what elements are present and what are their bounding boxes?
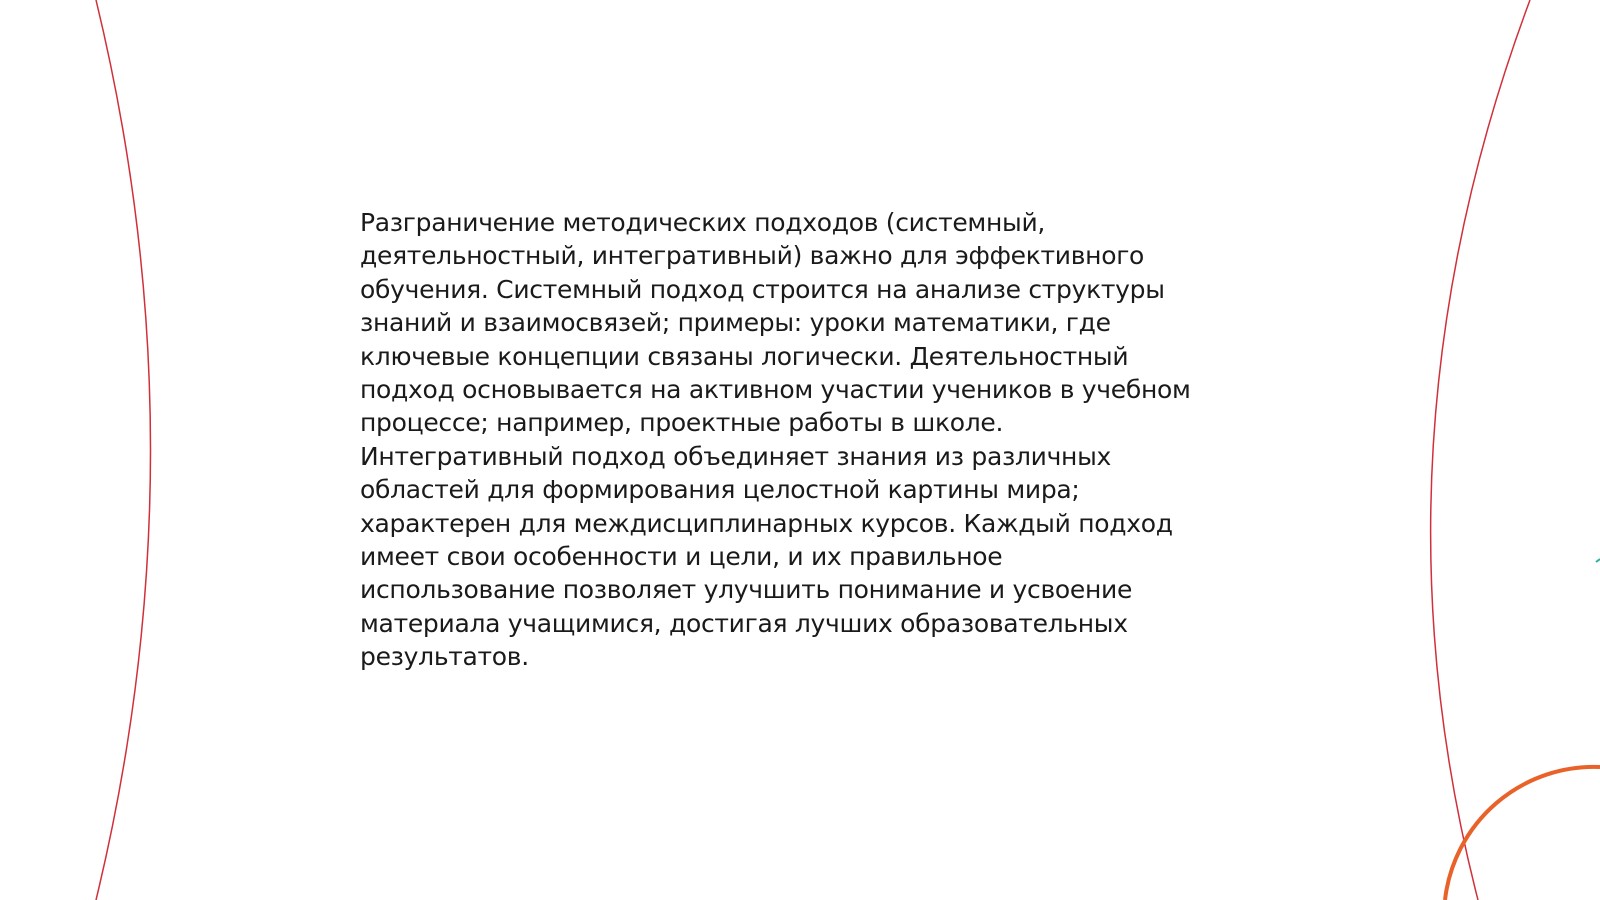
paragraph-line: характерен для междисциплинарных курсов. Каждый подход bbox=[360, 508, 1173, 538]
paragraph-line: ключевые концепции связаны логически. Деятельностный bbox=[360, 341, 1129, 371]
paragraph-line: имеет свои особенности и цели, и их правильное bbox=[360, 542, 1003, 572]
body-paragraph bbox=[360, 206, 1260, 674]
paragraph-line: деятельностный, интегративный) важно для эффективного bbox=[360, 241, 1145, 271]
paragraph-line: обучения. Системный подход строится на анализе структуры bbox=[360, 274, 1165, 304]
left-red-arc bbox=[96, 0, 151, 900]
orange-circle-arc bbox=[1445, 767, 1600, 900]
right-red-arc bbox=[1431, 0, 1530, 900]
paragraph-line: Разграничение методических подходов (системный, bbox=[360, 208, 1046, 237]
teal-accent-mark bbox=[1596, 559, 1600, 562]
paragraph-line: Интегративный подход объединяет знания из различных bbox=[360, 441, 1112, 471]
paragraph-line: процессе; например, проектные работы в школе. bbox=[360, 408, 1004, 438]
paragraph-line: материала учащимися, достигая лучших образовательных bbox=[360, 608, 1128, 638]
paragraph-line: областей для формирования целостной картины мира; bbox=[360, 475, 1080, 505]
paragraph-line: использование позволяет улучшить понимание и усвоение bbox=[360, 575, 1133, 605]
paragraph-line: подход основывается на активном участии учеников в учебном bbox=[360, 375, 1191, 405]
paragraph-line: результатов. bbox=[360, 642, 529, 672]
paragraph-line: знаний и взаимосвязей; примеры: уроки математики, где bbox=[360, 308, 1111, 338]
